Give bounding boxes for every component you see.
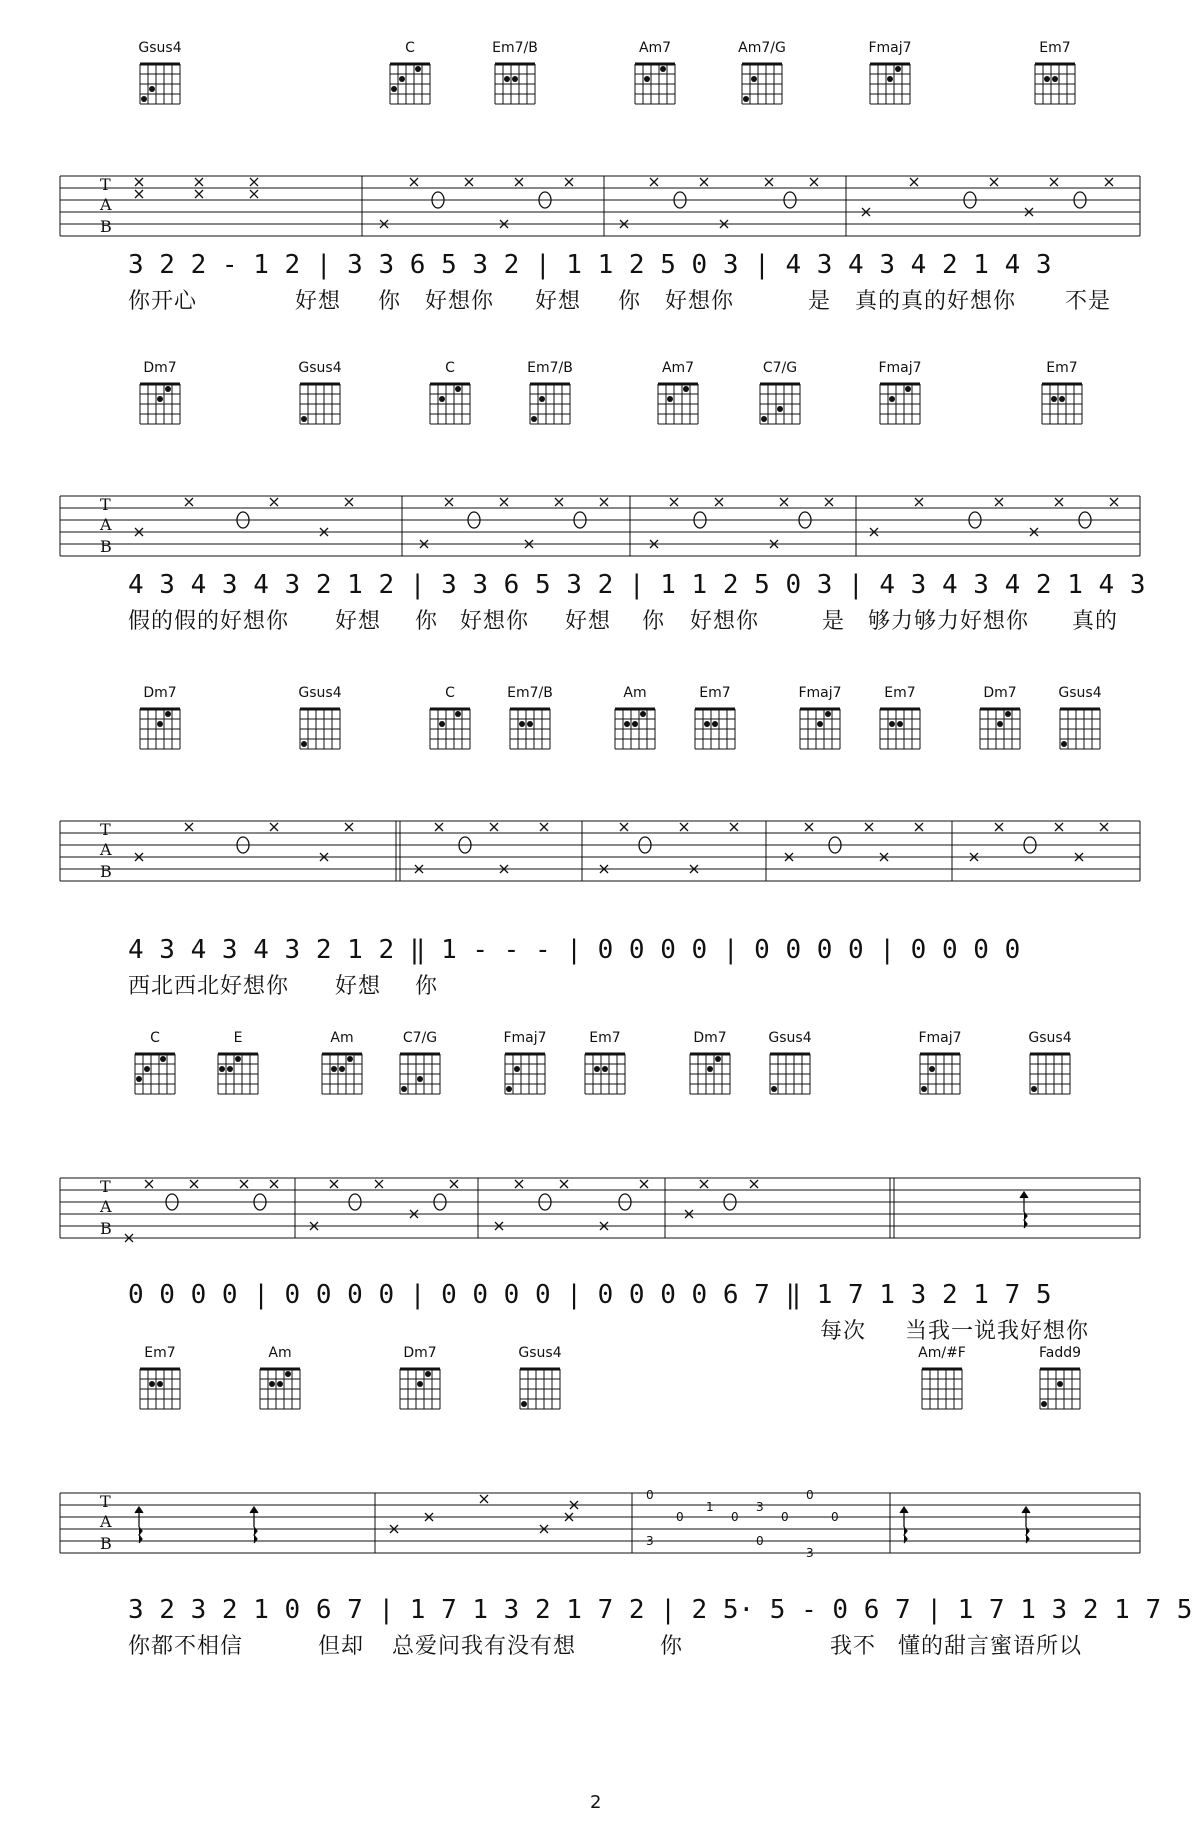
chord-diagram: Gsus4 xyxy=(290,360,350,428)
notation-text: 0 0 0 0 | 0 0 0 0 | 0 0 0 0 | 0 0 0 0 6 7 ‖ 1 7 1 3 2 1 7 5 xyxy=(128,1280,1052,1310)
chord-diagram: Gsus4 xyxy=(1050,685,1110,753)
svg-text:0: 0 xyxy=(731,1510,739,1524)
lyric: 是 xyxy=(822,609,846,634)
svg-text:1: 1 xyxy=(706,1500,714,1514)
lyric: 你开心 xyxy=(128,289,198,314)
lyric: 真的真的好想你 xyxy=(855,289,1017,314)
chord-diagram: Dm7 xyxy=(970,685,1030,753)
svg-text:A: A xyxy=(100,840,112,859)
svg-text:A: A xyxy=(100,515,112,534)
svg-text:3: 3 xyxy=(756,1500,764,1514)
chord-diagram: Am xyxy=(312,1030,372,1098)
chord-diagram: Am7/G xyxy=(732,40,792,108)
lyric: 但却 xyxy=(318,1634,365,1659)
chord-diagram: Fmaj7 xyxy=(790,685,850,753)
chord-diagram: C xyxy=(420,360,480,428)
lyric: 真的 xyxy=(1072,609,1119,634)
chord-diagram: C xyxy=(420,685,480,753)
lyric: 好想 xyxy=(295,289,342,314)
chord-diagram: Em7 xyxy=(685,685,745,753)
lyric: 你 xyxy=(618,289,642,314)
lyric: 总爱问我有没有想 xyxy=(392,1634,577,1659)
chord-diagram: Dm7 xyxy=(130,360,190,428)
chord-diagram: C7/G xyxy=(750,360,810,428)
svg-text:0: 0 xyxy=(756,1534,764,1548)
lyric: 当我一说我好想你 xyxy=(905,1319,1090,1344)
lyric: 你 xyxy=(415,974,439,999)
svg-text:T: T xyxy=(100,175,111,194)
lyric: 假的假的好想你 xyxy=(128,609,290,634)
chord-diagram: Em7 xyxy=(575,1030,635,1098)
chord-diagram: E xyxy=(208,1030,268,1098)
lyric: 你 xyxy=(415,609,439,634)
lyric: 懂的甜言蜜语所以 xyxy=(898,1634,1083,1659)
chord-diagram: Em7/B xyxy=(500,685,560,753)
svg-text:0: 0 xyxy=(676,1510,684,1524)
chord-diagram: C xyxy=(380,40,440,108)
chord-diagram: Am7 xyxy=(648,360,708,428)
lyric: 你 xyxy=(378,289,402,314)
svg-text:3: 3 xyxy=(806,1546,814,1560)
lyric: 够力够力好想你 xyxy=(868,609,1030,634)
tab-staff xyxy=(0,753,1200,881)
chord-diagram: Em7 xyxy=(1032,360,1092,428)
chord-diagram: Em7 xyxy=(1025,40,1085,108)
lyric: 我不 xyxy=(830,1634,877,1659)
lyric: 好想你 xyxy=(665,289,735,314)
tab-staff xyxy=(0,108,1200,236)
chord-diagram: Am/#F xyxy=(918,1345,966,1361)
chord-diagram: Em7 xyxy=(870,685,930,753)
chord-diagram: C7/G xyxy=(390,1030,450,1098)
chord-diagram: Am xyxy=(250,1345,310,1413)
lyric: 西北西北好想你 xyxy=(128,974,290,999)
chord-diagram: Fmaj7 xyxy=(495,1030,555,1098)
chord-diagram: Gsus4 xyxy=(510,1345,570,1413)
chord-diagram: Fmaj7 xyxy=(910,1030,970,1098)
chord-diagram: Gsus4 xyxy=(130,40,190,108)
lyric: 你都不相信 xyxy=(128,1634,244,1659)
chord-diagram: Gsus4 xyxy=(1020,1030,1080,1098)
lyric: 好想 xyxy=(535,289,582,314)
notation-text: 4 3 4 3 4 3 2 1 2 | 3 3 6 5 3 2 | 1 1 2 5 0 3 | 4 3 4 3 4 2 1 4 3 xyxy=(128,570,1146,600)
lyric: 好想 xyxy=(565,609,612,634)
svg-text:0: 0 xyxy=(781,1510,789,1524)
lyric: 好想 xyxy=(335,609,382,634)
chord-diagram: C xyxy=(125,1030,185,1098)
svg-text:A: A xyxy=(100,1512,112,1531)
chord-diagram: Em7 xyxy=(130,1345,190,1413)
svg-text:T: T xyxy=(100,820,111,839)
chord-diagram: Em7/B xyxy=(520,360,580,428)
tab-staff xyxy=(0,1413,1200,1560)
svg-text:B: B xyxy=(100,1534,112,1553)
lyric: 你 xyxy=(660,1634,684,1659)
lyric: 不是 xyxy=(1065,289,1112,314)
notation-text: 3 2 3 2 1 0 6 7 | 1 7 1 3 2 1 7 2 | 2 5· 5 - 0 6 7 | 1 7 1 3 2 1 7 5 xyxy=(128,1595,1193,1625)
svg-text:0: 0 xyxy=(831,1510,839,1524)
chord-diagram: Gsus4 xyxy=(760,1030,820,1098)
chord-diagram: Dm7 xyxy=(680,1030,740,1098)
chord-diagram: Gsus4 xyxy=(290,685,350,753)
svg-text:T: T xyxy=(100,1492,111,1511)
svg-text:B: B xyxy=(100,1219,112,1238)
chord-diagram: Am7 xyxy=(625,40,685,108)
chord-diagram: Fadd9 xyxy=(1030,1345,1090,1413)
page-number: 2 xyxy=(590,1792,602,1813)
svg-text:B: B xyxy=(100,862,112,881)
lyric: 是 xyxy=(808,289,832,314)
svg-text:T: T xyxy=(100,495,111,514)
lyric: 好想你 xyxy=(690,609,760,634)
lyric: 好想 xyxy=(335,974,382,999)
svg-text:B: B xyxy=(100,537,112,556)
svg-text:3: 3 xyxy=(646,1534,654,1548)
lyric: 每次 xyxy=(820,1319,867,1344)
svg-text:0: 0 xyxy=(646,1488,654,1502)
chord-diagram: Dm7 xyxy=(390,1345,450,1413)
chord-diagram: Fmaj7 xyxy=(860,40,920,108)
tab-staff xyxy=(0,428,1200,556)
tab-staff xyxy=(0,1098,1200,1238)
lyric: 你 xyxy=(642,609,666,634)
svg-text:A: A xyxy=(100,1197,112,1216)
chord-diagram: Fmaj7 xyxy=(870,360,930,428)
chord-diagram: Dm7 xyxy=(130,685,190,753)
notation-text: 3 2 2 - 1 2 | 3 3 6 5 3 2 | 1 1 2 5 0 3 | 4 3 4 3 4 2 1 4 3 xyxy=(128,250,1052,280)
svg-text:B: B xyxy=(100,217,112,236)
chord-diagram: Em7/B xyxy=(485,40,545,108)
lyric: 好想你 xyxy=(425,289,495,314)
notation-text: 4 3 4 3 4 3 2 1 2 ‖ 1 - - - | 0 0 0 0 | 0 0 0 0 | 0 0 0 0 xyxy=(128,935,1021,965)
svg-text:T: T xyxy=(100,1177,111,1196)
svg-text:A: A xyxy=(100,195,112,214)
chord-diagram: Am xyxy=(605,685,665,753)
svg-text:0: 0 xyxy=(806,1488,814,1502)
lyric: 好想你 xyxy=(460,609,530,634)
